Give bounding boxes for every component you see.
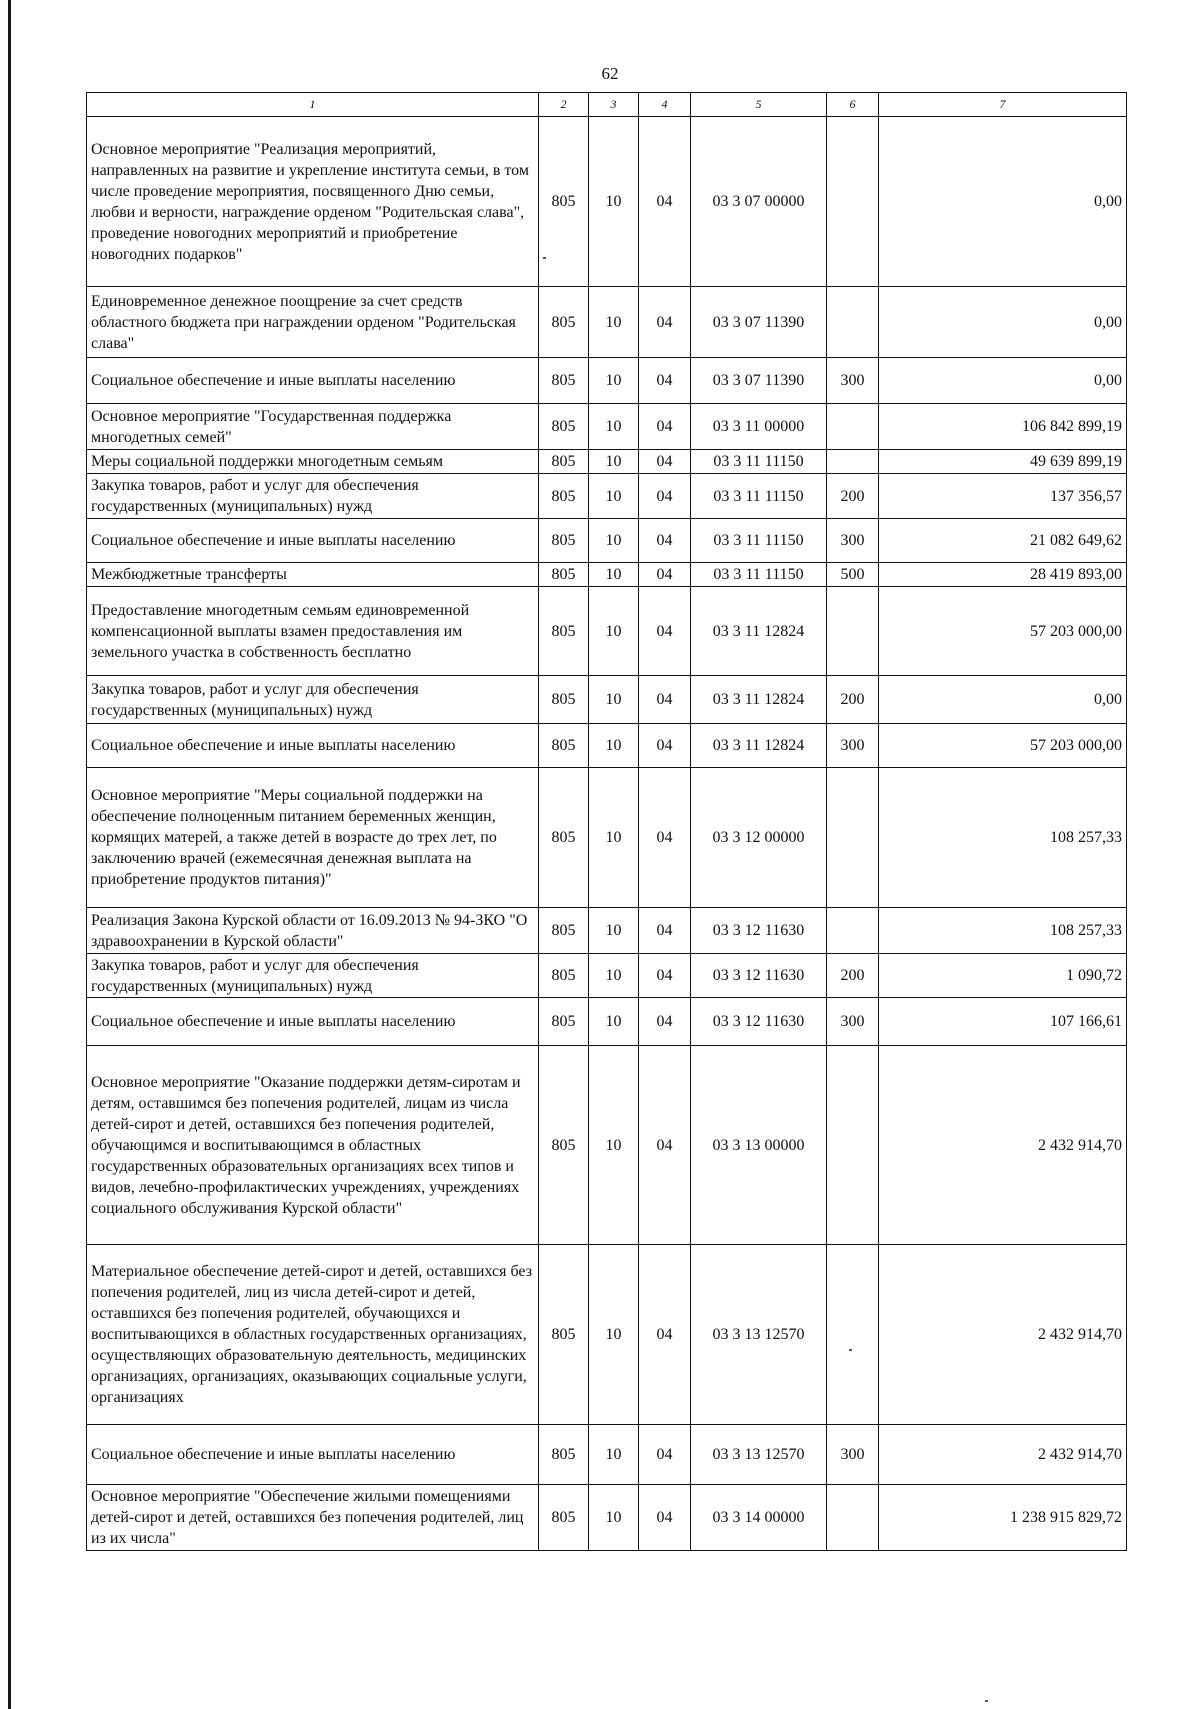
row-name: Реализация Закона Курской области от 16.09.2013 № 94-ЗКО "О здравоохранении в Курской области" (87, 908, 539, 954)
column-number: 4 (639, 93, 691, 117)
row-section-code: 10 (589, 404, 639, 450)
table-row (87, 358, 1127, 404)
row-subsection-code: 04 (639, 474, 691, 519)
row-name: Основное мероприятие "Меры социальной поддержки на обеспечение полноценным питанием беременных женщин, кормящих матерей, а также детей в возрасте до трех лет, по заключению врачей (ежемесячная денежная выплата на приобретение продуктов питания)" (87, 768, 539, 908)
row-target-article-code: 03 3 07 11390 (691, 287, 827, 358)
row-name: Материальное обеспечение детей-сирот и детей, оставшихся без попечения родителей, лиц из числа детей-сирот и детей, оставшихся без попечения родителей, обучающихся и воспитывающихся в областных государственных организациях, осуществляющих образовательную деятельность, медицинских организациях, организациях, оказывающих социальные услуги, организациях (87, 1245, 539, 1425)
row-department-code: 805 (539, 908, 589, 954)
row-department-code: 805 (539, 404, 589, 450)
row-department-code: 805 (539, 1425, 589, 1485)
row-department-code: 805 (539, 117, 589, 287)
row-amount: 21 082 649,62 (879, 519, 1127, 563)
table-row (87, 519, 1127, 563)
row-department-code: 805 (539, 768, 589, 908)
row-section-code: 10 (589, 587, 639, 676)
row-name: Основное мероприятие "Государственная поддержка многодетных семей" (87, 404, 539, 450)
row-target-article-code: 03 3 11 11150 (691, 474, 827, 519)
row-section-code: 10 (589, 908, 639, 954)
row-department-code: 805 (539, 1046, 589, 1245)
row-expense-type-code: 300 (827, 998, 879, 1046)
row-amount: 108 257,33 (879, 908, 1127, 954)
row-subsection-code: 04 (639, 287, 691, 358)
row-section-code: 10 (589, 1245, 639, 1425)
row-amount: 49 639 899,19 (879, 450, 1127, 474)
row-name: Закупка товаров, работ и услуг для обеспечения государственных (муниципальных) нужд (87, 474, 539, 519)
row-department-code: 805 (539, 358, 589, 404)
row-subsection-code: 04 (639, 676, 691, 724)
row-name: Основное мероприятие "Оказание поддержки детям-сиротам и детям, оставшимся без попечения родителей, лицам из числа детей-сирот и детей, оставшихся без попечения родителей, обучающимся и воспитывающимся в областных государственных образовательных организациях всех типов и видов, лечебно-профилактических учреждениях, учреждениях социального обслуживания Курской области" (87, 1046, 539, 1245)
row-department-code: 805 (539, 287, 589, 358)
row-target-article-code: 03 3 13 00000 (691, 1046, 827, 1245)
row-name: Основное мероприятие "Реализация мероприятий, направленных на развитие и укрепление института семьи, в том числе проведение мероприятия, посвященного Дню семьи, любви и верности, награждение орденом "Родительская слава", проведение новогодних мероприятий и приобретение новогодних подарков" (87, 117, 539, 287)
scan-page-edge (8, 0, 11, 1709)
row-name: Социальное обеспечение и иные выплаты населению (87, 998, 539, 1046)
row-name: Социальное обеспечение и иные выплаты населению (87, 519, 539, 563)
column-number-row (87, 93, 1127, 117)
row-amount: 0,00 (879, 287, 1127, 358)
row-amount: 28 419 893,00 (879, 563, 1127, 587)
row-subsection-code: 04 (639, 358, 691, 404)
row-amount: 0,00 (879, 358, 1127, 404)
table-row (87, 404, 1127, 450)
row-target-article-code: 03 3 12 11630 (691, 998, 827, 1046)
row-amount: 2 432 914,70 (879, 1425, 1127, 1485)
table-row (87, 1245, 1127, 1425)
row-subsection-code: 04 (639, 1485, 691, 1551)
row-department-code: 805 (539, 450, 589, 474)
row-expense-type-code (827, 287, 879, 358)
row-expense-type-code (827, 908, 879, 954)
row-department-code: 805 (539, 998, 589, 1046)
row-amount: 1 238 915 829,72 (879, 1485, 1127, 1551)
row-department-code: 805 (539, 519, 589, 563)
row-section-code: 10 (589, 358, 639, 404)
row-subsection-code: 04 (639, 908, 691, 954)
row-department-code: 805 (539, 1485, 589, 1551)
row-target-article-code: 03 3 12 11630 (691, 954, 827, 998)
table-row (87, 474, 1127, 519)
row-department-code: 805 (539, 474, 589, 519)
table-row (87, 450, 1127, 474)
row-subsection-code: 04 (639, 724, 691, 768)
table-row (87, 1485, 1127, 1551)
row-expense-type-code: 300 (827, 724, 879, 768)
row-name: Основное мероприятие "Обеспечение жилыми помещениями детей-сирот и детей, оставшихся без попечения родителей, лиц из их числа" (87, 1485, 539, 1551)
row-section-code: 10 (589, 519, 639, 563)
row-amount: 57 203 000,00 (879, 724, 1127, 768)
row-target-article-code: 03 3 11 11150 (691, 450, 827, 474)
row-target-article-code: 03 3 11 12824 (691, 676, 827, 724)
page-number: 62 (601, 64, 619, 83)
row-expense-type-code (827, 404, 879, 450)
row-target-article-code: 03 3 13 12570 (691, 1245, 827, 1425)
row-name: Социальное обеспечение и иные выплаты населению (87, 724, 539, 768)
row-amount: 137 356,57 (879, 474, 1127, 519)
row-section-code: 10 (589, 1485, 639, 1551)
column-number: 2 (539, 93, 589, 117)
row-department-code: 805 (539, 954, 589, 998)
scan-speck (543, 257, 546, 259)
row-section-code: 10 (589, 1425, 639, 1485)
row-expense-type-code (827, 768, 879, 908)
row-expense-type-code (827, 1485, 879, 1551)
row-department-code: 805 (539, 587, 589, 676)
row-section-code: 10 (589, 1046, 639, 1245)
table-row (87, 908, 1127, 954)
table-row (87, 563, 1127, 587)
row-name: Закупка товаров, работ и услуг для обеспечения государственных (муниципальных) нужд (87, 954, 539, 998)
row-amount: 1 090,72 (879, 954, 1127, 998)
row-expense-type-code: 300 (827, 358, 879, 404)
row-section-code: 10 (589, 287, 639, 358)
table-row (87, 676, 1127, 724)
row-expense-type-code: 200 (827, 676, 879, 724)
row-section-code: 10 (589, 724, 639, 768)
row-subsection-code: 04 (639, 587, 691, 676)
row-subsection-code: 04 (639, 1425, 691, 1485)
scan-speck (985, 1700, 988, 1702)
row-target-article-code: 03 3 11 00000 (691, 404, 827, 450)
table-row (87, 117, 1127, 287)
row-name: Социальное обеспечение и иные выплаты населению (87, 358, 539, 404)
row-target-article-code: 03 3 11 11150 (691, 519, 827, 563)
row-department-code: 805 (539, 724, 589, 768)
row-target-article-code: 03 3 13 12570 (691, 1425, 827, 1485)
table-row (87, 724, 1127, 768)
row-name: Социальное обеспечение и иные выплаты населению (87, 1425, 539, 1485)
row-amount: 108 257,33 (879, 768, 1127, 908)
row-section-code: 10 (589, 563, 639, 587)
row-name: Межбюджетные трансферты (87, 563, 539, 587)
row-section-code: 10 (589, 998, 639, 1046)
row-name: Закупка товаров, работ и услуг для обеспечения государственных (муниципальных) нужд (87, 676, 539, 724)
row-expense-type-code: 200 (827, 474, 879, 519)
row-subsection-code: 04 (639, 450, 691, 474)
row-expense-type-code (827, 1046, 879, 1245)
row-subsection-code: 04 (639, 954, 691, 998)
row-subsection-code: 04 (639, 1245, 691, 1425)
row-section-code: 10 (589, 117, 639, 287)
row-amount: 0,00 (879, 117, 1127, 287)
column-number: 7 (879, 93, 1127, 117)
row-amount: 0,00 (879, 676, 1127, 724)
column-number: 5 (691, 93, 827, 117)
table-row (87, 768, 1127, 908)
row-expense-type-code: 300 (827, 519, 879, 563)
row-department-code: 805 (539, 1245, 589, 1425)
table-row (87, 587, 1127, 676)
row-name: Меры социальной поддержки многодетным семьям (87, 450, 539, 474)
row-section-code: 10 (589, 768, 639, 908)
column-number: 1 (87, 93, 539, 117)
row-subsection-code: 04 (639, 404, 691, 450)
row-target-article-code: 03 3 12 11630 (691, 908, 827, 954)
row-subsection-code: 04 (639, 117, 691, 287)
row-amount: 57 203 000,00 (879, 587, 1127, 676)
column-number: 6 (827, 93, 879, 117)
row-expense-type-code: 300 (827, 1425, 879, 1485)
row-subsection-code: 04 (639, 998, 691, 1046)
row-target-article-code: 03 3 07 11390 (691, 358, 827, 404)
row-target-article-code: 03 3 11 12824 (691, 724, 827, 768)
row-target-article-code: 03 3 11 12824 (691, 587, 827, 676)
row-name: Предоставление многодетным семьям единовременной компенсационной выплаты взамен предоставления им земельного участка в собственность бесплатно (87, 587, 539, 676)
row-target-article-code: 03 3 07 00000 (691, 117, 827, 287)
row-expense-type-code (827, 1245, 879, 1425)
row-amount: 2 432 914,70 (879, 1245, 1127, 1425)
row-section-code: 10 (589, 450, 639, 474)
row-section-code: 10 (589, 474, 639, 519)
row-name: Единовременное денежное поощрение за счет средств областного бюджета при награждении орденом "Родительская слава" (87, 287, 539, 358)
row-subsection-code: 04 (639, 768, 691, 908)
row-department-code: 805 (539, 676, 589, 724)
table-row (87, 954, 1127, 998)
row-target-article-code: 03 3 12 00000 (691, 768, 827, 908)
table-row (87, 1425, 1127, 1485)
budget-table (86, 92, 1127, 1551)
table-row (87, 998, 1127, 1046)
row-target-article-code: 03 3 14 00000 (691, 1485, 827, 1551)
row-subsection-code: 04 (639, 519, 691, 563)
row-target-article-code: 03 3 11 11150 (691, 563, 827, 587)
row-amount: 2 432 914,70 (879, 1046, 1127, 1245)
scan-speck (849, 1349, 852, 1351)
row-expense-type-code (827, 450, 879, 474)
row-section-code: 10 (589, 676, 639, 724)
table-row (87, 1046, 1127, 1245)
row-expense-type-code: 500 (827, 563, 879, 587)
row-subsection-code: 04 (639, 1046, 691, 1245)
row-amount: 107 166,61 (879, 998, 1127, 1046)
row-department-code: 805 (539, 563, 589, 587)
row-expense-type-code (827, 587, 879, 676)
row-expense-type-code: 200 (827, 954, 879, 998)
column-number: 3 (589, 93, 639, 117)
row-section-code: 10 (589, 954, 639, 998)
row-expense-type-code (827, 117, 879, 287)
row-subsection-code: 04 (639, 563, 691, 587)
row-amount: 106 842 899,19 (879, 404, 1127, 450)
table-row (87, 287, 1127, 358)
